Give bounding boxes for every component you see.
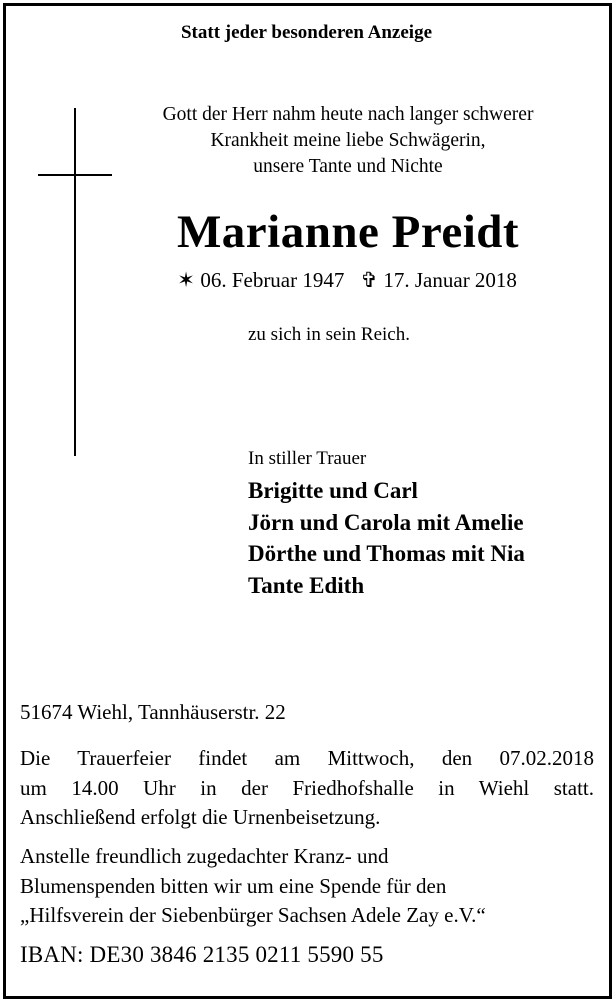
- donation-line: Anstelle freundlich zugedachter Kranz- und: [20, 844, 389, 868]
- birth-star-icon: ✶: [177, 268, 195, 292]
- ceremony-text: [20, 744, 594, 833]
- intro-line: unsere Tante und Nichte: [253, 156, 443, 177]
- family-member: Dörthe und Thomas mit Nia: [248, 541, 525, 566]
- death-date: 17. Januar 2018: [383, 268, 517, 292]
- deceased-name: Marianne Preidt: [176, 206, 520, 258]
- ceremony-line: Anschließend erfolgt die Urnenbeisetzung.: [20, 805, 381, 829]
- closing-text: zu sich in sein Reich.: [248, 324, 410, 345]
- life-dates: [118, 268, 576, 293]
- ceremony-line: Die Trauerfeier findet am Mittwoch, den 07.02.2018: [20, 746, 594, 770]
- family-member: Tante Edith: [248, 572, 365, 598]
- intro-line: Gott der Herr nahm heute nach langer schwerer: [162, 104, 534, 125]
- family-member: Jörn und Carola mit Amelie: [248, 509, 524, 535]
- death-cross-icon: ✞: [360, 268, 378, 292]
- donation-line: Blumenspenden bitten wir um eine Spende für den: [20, 873, 447, 898]
- intro-text: [100, 102, 596, 180]
- donation-line: „Hilfsverein der Siebenbürger Sachsen Adele Zay e.V.“: [20, 903, 486, 927]
- family-list: [248, 475, 525, 601]
- intro-line: Krankheit meine liebe Schwägerin,: [210, 130, 486, 151]
- mourning-label: In stiller Trauer: [248, 448, 367, 469]
- iban: IBAN: DE30 3846 2135 0211 5590 55: [20, 942, 384, 967]
- birth-date: 06. Februar 1947: [200, 268, 345, 292]
- ceremony-line: um 14.00 Uhr in der Friedhofshalle in Wiehl statt.: [20, 775, 594, 800]
- cross-icon-vertical: [74, 108, 76, 456]
- family-member: Brigitte und Carl: [248, 478, 418, 503]
- donation-text: [20, 842, 594, 931]
- address: 51674 Wiehl, Tannhäuserstr. 22: [20, 700, 286, 724]
- notice-header: Statt jeder besonderen Anzeige: [180, 22, 433, 43]
